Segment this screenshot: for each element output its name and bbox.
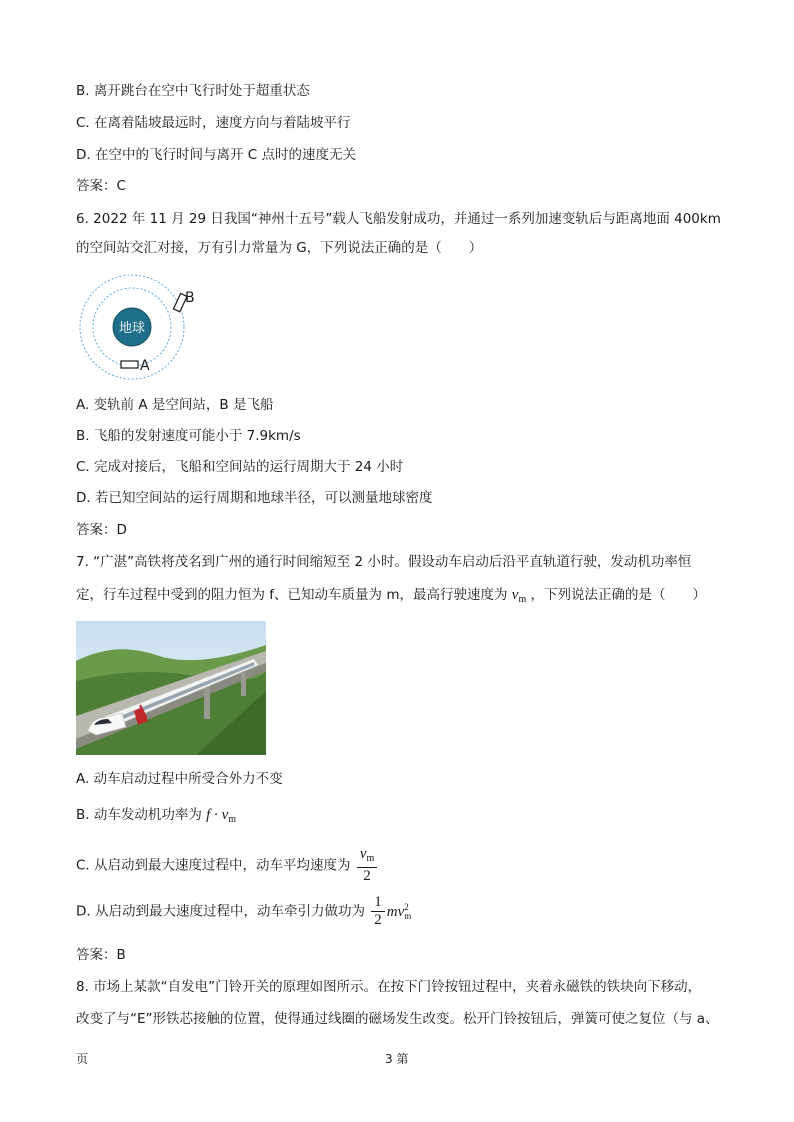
mv-squared: mv 2 m [386,902,412,922]
q5-option-c: C. 在离着陆坡最远时，速度方向与着陆坡平行 [76,115,351,131]
q7-option-b [76,806,236,829]
q8-line1: 8. 市场上某款“自发电”门铃开关的原理如图所示。在按下门铃按钮过程中，夹着永磁铁的铁块向下移动， [76,979,702,995]
label-a: A [140,358,150,374]
q6-stem-line2: 的空间站交汇对接，万有引力常量为 G，下列说法正确的是（ ） [76,240,483,256]
vm-over-2: $\frac{v_m}{2}$ [357,846,377,885]
q5-option-b: B. 离开跳台在空中飞行时处于超重状态 [76,83,310,99]
q6-option-a: A. 变轨前 A 是空间站，B 是飞船 [76,397,274,413]
q5-answer: 答案：C [76,178,126,194]
q7-stem-line2-pre: 定，行车过程中受到的阻力恒为 f、已知动车质量为 m，最高行驶速度为 [76,587,508,603]
q6-stem-line1: 6. 2022 年 11 月 29 日我国“神州十五号”载人飞船发射成功，并通过一系列加速变轨后与距离地面 400km [76,211,721,227]
q7-option-d-text: D. 从启动到最大速度过程中，动车牵引力做功为 [76,903,365,920]
earth-label: 地球 [118,321,146,336]
q7-option-c [76,846,379,885]
footer-page-number: 3 第 [385,1052,409,1066]
q7-option-a: A. 动车启动过程中所受合外力不变 [76,771,283,787]
half-fraction: $\frac{1}{2}$ [371,894,385,929]
q6-option-d: D. 若已知空间站的运行周期和地球半径，可以测量地球密度 [76,490,433,506]
q7-stem-line2 [76,586,706,609]
q7-stem-line1: 7. “广湛”高铁将茂名到广州的通行时间缩短至 2 小时。假设动车启动后沿平直轨道行驶，发动机功率恒 [76,554,692,570]
q8-line2: 改变了与“E”形铁芯接触的位置，使得通过线圈的磁场发生改变。松开门铃按钮后，弹簧可使之复位（与 a、 [76,1011,719,1027]
footer-left: 页 [76,1052,89,1066]
craft-a [121,361,138,368]
q7-option-d [76,894,411,929]
q7-answer: 答案：B [76,947,126,963]
vm-symbol: $v_m$ [511,587,527,605]
q7-option-b-text: B. 动车发动机功率为 [76,807,202,823]
f-dot-vm: $f \cdot v_m$ [206,807,237,825]
q6-option-c: C. 完成对接后，飞船和空间站的运行周期大于 24 小时 [76,459,404,475]
q6-answer: 答案：D [76,522,127,538]
q6-option-b: B. 飞船的发射速度可能小于 7.9km/s [76,428,301,444]
train-photo [76,621,266,755]
orbit-figure [76,272,216,382]
q7-option-c-text: C. 从启动到最大速度过程中，动车平均速度为 [76,857,351,874]
q7-stem-line2-post: ，下列说法正确的是（ ） [530,587,707,603]
label-b: B [185,290,195,306]
q5-option-d: D. 在空中的飞行时间与离开 C 点时的速度无关 [76,147,356,163]
